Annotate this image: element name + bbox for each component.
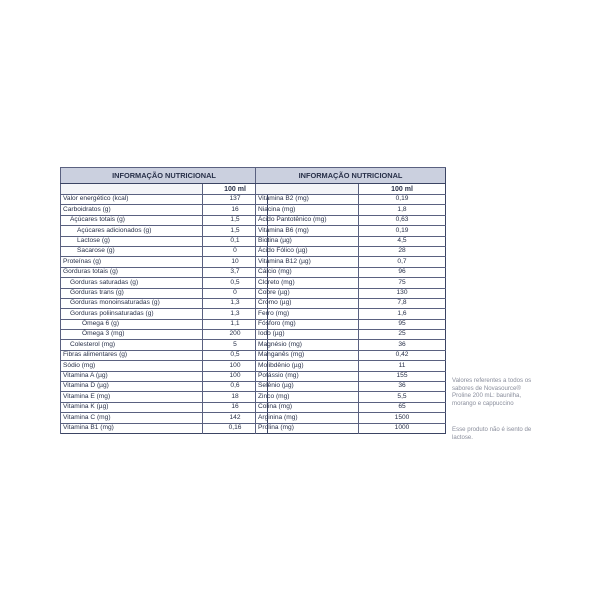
nutrient-name: Vitamina D (µg) [61,382,203,392]
table-header-row [61,168,268,184]
nutrient-value: 0,16 [203,423,268,433]
table-row [61,226,268,236]
nutrient-name: Sacarose (g) [61,246,203,256]
nutrient-value: 18 [203,392,268,402]
nutrient-value: 100 [203,371,268,381]
nutrient-name: Prolina (mg) [256,423,359,433]
nutrient-value: 0,7 [359,257,446,267]
nutrient-name: Proteínas (g) [61,257,203,267]
nutrient-name: Potássio (mg) [256,371,359,381]
nutrient-name: Cromo (µg) [256,298,359,308]
table-row [256,330,446,340]
nutrient-value: 1500 [359,413,446,423]
nutrient-name: Cobre (µg) [256,288,359,298]
nutrient-name: Vitamina B12 (µg) [256,257,359,267]
nutrient-name: Vitamina C (mg) [61,413,203,423]
nutrient-value: 28 [359,246,446,256]
nutrient-name: Ácido Fólico (µg) [256,246,359,256]
nutrient-name: Selênio (µg) [256,382,359,392]
nutrient-value: 7,8 [359,298,446,308]
nutrient-name: Colesterol (mg) [61,340,203,350]
nutrient-name: Vitamina B1 (mg) [61,423,203,433]
table-column-row [256,184,446,195]
table-row [256,382,446,392]
nutrient-value: 0,5 [203,278,268,288]
table-row [256,361,446,371]
nutrient-name: Fósforo (mg) [256,319,359,329]
table-row [256,413,446,423]
nutrient-value: 130 [359,288,446,298]
nutrient-value: 5,5 [359,392,446,402]
table-row [61,298,268,308]
nutrient-value: 137 [203,195,268,205]
table-row [61,246,268,256]
table-column-row [61,184,268,195]
table-row [256,350,446,360]
nutrient-name: Vitamina B2 (mg) [256,195,359,205]
nutrient-value: 0 [203,246,268,256]
nutrient-value: 1,1 [203,319,268,329]
nutrient-name: Vitamina K (µg) [61,402,203,412]
nutrient-value: 75 [359,278,446,288]
nutrient-name: Biotina (µg) [256,236,359,246]
table-row [256,226,446,236]
nutrient-name: Iodo (µg) [256,330,359,340]
nutrient-name: Gorduras totais (g) [61,267,203,277]
nutrient-value: 1,3 [203,298,268,308]
nutrient-name: Zinco (mg) [256,392,359,402]
nutrient-value: 10 [203,257,268,267]
table-row [61,330,268,340]
table-header-row [256,168,446,184]
nutrient-value: 100 [203,361,268,371]
table-row [61,319,268,329]
nutrient-value: 1,8 [359,205,446,215]
nutrient-value: 142 [203,413,268,423]
table-row [256,257,446,267]
table-row [61,382,268,392]
nutrient-name: Manganês (mg) [256,350,359,360]
nutrient-name: Ferro (mg) [256,309,359,319]
nutrient-value: 5 [203,340,268,350]
column-header: 100 ml [359,184,446,195]
table-row [61,257,268,267]
table-row [256,215,446,225]
nutrition-table-left [60,167,268,434]
table-row [61,423,268,433]
nutrient-value: 0,19 [359,226,446,236]
nutrient-value: 200 [203,330,268,340]
table-row [256,402,446,412]
table-row [61,267,268,277]
nutrient-name: Niacina (mg) [256,205,359,215]
table-row [61,340,268,350]
nutrient-value: 155 [359,371,446,381]
table-row [61,278,268,288]
lactose-note: Esse produto não é isento de lactose. [452,426,532,441]
table-row [61,309,268,319]
nutrient-name: Sódio (mg) [61,361,203,371]
table-row [256,298,446,308]
nutrient-name: Açúcares adicionados (g) [61,226,203,236]
table-row [256,319,446,329]
nutrient-name: Lactose (g) [61,236,203,246]
nutrient-value: 0,42 [359,350,446,360]
nutrient-value: 25 [359,330,446,340]
nutrient-value: 0,5 [203,350,268,360]
nutrient-value: 0,19 [359,195,446,205]
table-row [256,288,446,298]
nutrient-value: 0 [203,288,268,298]
nutrient-name: Vitamina A (µg) [61,371,203,381]
nutrient-name: Vitamina E (mg) [61,392,203,402]
nutrient-value: 16 [203,402,268,412]
nutrient-name: Carboidratos (g) [61,205,203,215]
nutrient-value: 4,5 [359,236,446,246]
nutrient-name: Gorduras saturadas (g) [61,278,203,288]
nutrient-name: Ômega 3 (mg) [61,330,203,340]
nutrient-value: 1,6 [359,309,446,319]
nutrient-name: Valor energético (kcal) [61,195,203,205]
table-title: INFORMAÇÃO NUTRICIONAL [61,168,268,184]
nutrient-name: Cloreto (mg) [256,278,359,288]
table-row [61,361,268,371]
table-row [61,371,268,381]
column-blank [256,184,359,195]
table-row [256,205,446,215]
nutrient-name: Fibras alimentares (g) [61,350,203,360]
nutrient-name: Vitamina B6 (mg) [256,226,359,236]
table-row [256,309,446,319]
nutrient-value: 65 [359,402,446,412]
table-row [256,392,446,402]
nutrient-value: 3,7 [203,267,268,277]
nutrient-value: 11 [359,361,446,371]
nutrient-name: Gorduras trans (g) [61,288,203,298]
table-row [256,246,446,256]
table-row [61,392,268,402]
table-row [61,215,268,225]
flavors-note: Valores referentes a todos os sabores de Novasource® Proline 200 mL: baunilha, morango e cappuccino [452,377,532,407]
column-header: 100 ml [203,184,268,195]
nutrient-value: 95 [359,319,446,329]
table-row [256,423,446,433]
nutrient-value: 1000 [359,423,446,433]
nutrient-value: 1,5 [203,215,268,225]
table-row [256,267,446,277]
table-row [61,236,268,246]
nutrient-value: 0,63 [359,215,446,225]
nutrient-value: 1,3 [203,309,268,319]
table-row [61,350,268,360]
nutrient-value: 0,6 [203,382,268,392]
nutrient-name: Magnésio (mg) [256,340,359,350]
table-row [256,278,446,288]
nutrition-table-right [255,167,446,434]
nutrient-value: 1,5 [203,226,268,236]
table-title: INFORMAÇÃO NUTRICIONAL [256,168,446,184]
nutrient-value: 96 [359,267,446,277]
nutrient-name: Molibdênio (µg) [256,361,359,371]
table-row [256,340,446,350]
nutrient-name: Ômega 6 (g) [61,319,203,329]
table-row [61,195,268,205]
nutrient-name: Cálcio (mg) [256,267,359,277]
nutrient-name: Gorduras monoinsaturadas (g) [61,298,203,308]
nutrient-value: 0,1 [203,236,268,246]
nutrient-value: 36 [359,340,446,350]
table-row [256,195,446,205]
nutrient-value: 36 [359,382,446,392]
nutrient-name: Gorduras poliinsaturadas (g) [61,309,203,319]
column-blank [61,184,203,195]
table-row [256,371,446,381]
table-row [256,236,446,246]
nutrient-name: Ácido Pantotênico (mg) [256,215,359,225]
nutrient-value: 16 [203,205,268,215]
nutrient-name: Arginina (mg) [256,413,359,423]
table-row [61,288,268,298]
table-row [61,205,268,215]
table-row [61,413,268,423]
nutrient-name: Colina (mg) [256,402,359,412]
table-row [61,402,268,412]
nutrient-name: Açúcares totais (g) [61,215,203,225]
